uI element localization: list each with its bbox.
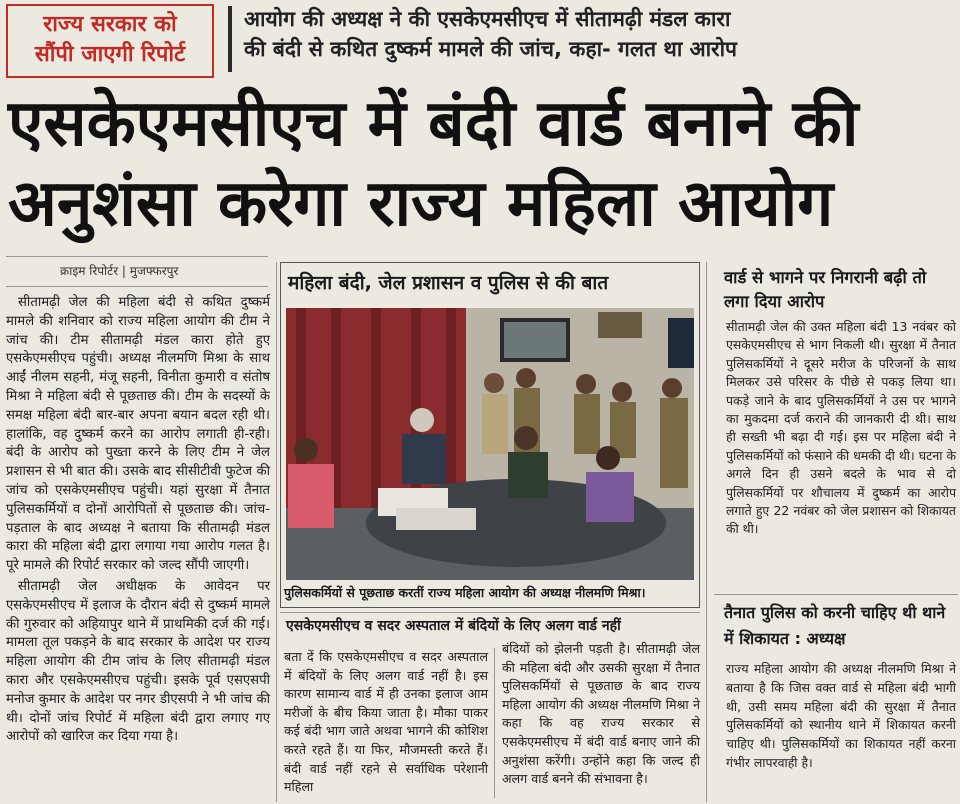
right-heading: वार्ड से भागने पर निगरानी बढ़ी तो लगा दिया आरोप (724, 268, 927, 311)
news-photo-illustration (286, 308, 694, 580)
column-rule (494, 648, 495, 798)
right-paragraph-1: सीतामढ़ी जेल की उक्त महिला बंदी 13 नवंबर को एसकेएमसीएच से भाग निकली थी। सुरक्षा में तैनात पुलिसकर्मियों ने दूसरे मरीज के परिजनों के साथ मिलकर उसे परिसर के पीछे से पकड़ लिया था। पकड़े जाने के बाद पुलिसकर्मियों ने उस पर भागने का मुकदमा दर्ज कराने की जानकारी दी थी। साथ ही सख्ती भी बढ़ा दी गई। इस पर महिला बंदी ने पुलिसकर्मियों को फंसाने की धमकी दी थी। घटना के अगले दिन ही उसने बदले के भाव से दो पुलिसकर्मियों पर शौचालय में दुष्कर्म का आरोप लगाते हुए 22 नवंबर को जेल प्रशासन को शिकायत की थी। (726, 319, 956, 537)
news-photo (286, 308, 694, 580)
kicker-box (6, 4, 214, 78)
divider (280, 612, 700, 613)
byline: क्राइम रिपोर्टर | मुजफ्फरपुर (60, 264, 179, 278)
left-paragraph-1: सीतामढ़ी जेल की महिला बंदी से कथित दुष्कर्म मामले की शनिवार को राज्य महिला आयोग की टीम ने जांच की। टीम सीतामढ़ी मंडल कारा होते हुए एसकेएमसीएच पहुंची। अध्यक्ष नीलमणि मिश्रा के साथ आईं नीलम सहनी, मंजू सहनी, विनीता कुमारी व संतोष मिश्रा ने महिला बंदी से पूछताछ की। टीम के सदस्यों के समक्ष महिला बंदी बार-बार अपना बयान बदल रही थी। हालांकि, वह दुष्कर्म करने का आरोप लगाती ही-रही। बंदी के आरोप को पुख्ता करने के लिए टीम ने जेल प्रशासन से भी बात की। उसके बाद सीसीटीवी फुटेज की जांच को एसकेएमसीएच पहुंची। यहां सुरक्षा में तैनात पुलिसकर्मियों व दोनों आरोपितों से पूछताछ की। जांच-पड़ताल के बाद अध्यक्ष ने बताया कि सीतामढ़ी मंडल कारा की महिला बंदी द्वारा लगाया गया आरोप गलत है। पूरे मामले की रिपोर्ट सरकार को जल्द सौंपी जाएगी। (6, 295, 270, 574)
divider (6, 256, 268, 257)
left-paragraph-2: सीतामढ़ी जेल अधीक्षक के आवेदन पर एसकेएमसीएच में इलाज के दौरान बंदी से दुष्कर्म मामले की गुरुवार को अहियापुर थाने में प्राथमिकी दर्ज की गई। मामला तूल पकड़ने के बाद सरकार के आदेश पर राज्य महिला आयोग की टीम जांच के लिए सीतामढ़ी मंडल कारा और एसकेएमसीएच पहुंची। इसके पूर्व एसएसपी मनोज कुमार के आदेश पर नगर डीएसपी ने भी जांच की थी। दोनों जांच रिपोर्ट में महिला बंदी द्वारा लगाए गए आरोपों को खारिज कर दिया गया है। (6, 578, 270, 745)
divider (6, 286, 268, 287)
headline-line-1: एसकेएमसीएच में बंदी वार्ड बनाने की (8, 87, 859, 161)
column-rule (706, 262, 707, 802)
kicker-line-2: सौंपी जाएगी रिपोर्ट (34, 42, 186, 67)
headline (8, 84, 954, 244)
middle-column-1: बता दें कि एसकेएमसीएच व सदर अस्पताल में बंदियों के लिए अलग वार्ड नहीं है। इस कारण सामान्य वार्ड में ही उनका इलाज आम मरीजों के बीच किया जाता है। मौका पाकर कई बंदी भाग जाते अथवा भागने की कोशिश करते रहते हैं। या फिर, मौजमस्ती करते हैं। बंदी वार्ड नहीं रहने से सर्वाधिक परेशानी महिला (284, 649, 488, 795)
column-rule (276, 262, 277, 802)
deck-line-1: आयोग की अध्यक्ष ने की एसकेएमसीएच में सीतामढ़ी मंडल कारा (244, 7, 731, 31)
deck-line-2: की बंदी से कथित दुष्कर्म मामले की जांच, कहा- गलत था आरोप (244, 37, 737, 61)
right-paragraph-2: राज्य महिला आयोग की अध्यक्ष नीलमणि मिश्रा ने बताया है कि जिस वक्त वार्ड से महिला बंदी भागी थी, उसी समय महिला बंदी की सुरक्षा में तैनात पुलिसकर्मियों को स्थानीय थाने में शिकायत करनी चाहिए थी। पुलिसकर्मियों का शिकायत नहीं करना गंभीर लापरवाही है। (726, 661, 956, 770)
photo-caption: पुलिसकर्मियों से पूछताछ करतीं राज्य महिला आयोग की अध्यक्ष नीलमणि मिश्रा। (284, 585, 646, 600)
middle-column-2: बंदियों को झेलनी पड़ती है। सीतामढ़ी जेल की महिला बंदी और उसकी सुरक्षा में तैनात पुलिसकर्मियों से पूछताछ के बाद राज्य महिला आयोग की अध्यक्ष नीलमणि मिश्रा ने कहा कि वह राज्य सरकार से एसकेएमसीएच में बंदी वार्ड बनाए जाने की अनुशंसा करेंगी। उन्होंने कहा कि जल्द ही अलग वार्ड बनने की संभावना है। (502, 641, 700, 787)
headline-line-2: अनुशंसा करेगा राज्य महिला आयोग (8, 167, 834, 241)
kicker-line-1: राज्य सरकार को (43, 12, 177, 37)
divider (714, 594, 958, 595)
right-heading-2: तैनात पुलिस को करनी चाहिए थी थाने में शिकायत : अध्यक्ष (724, 603, 946, 648)
deck (244, 4, 956, 64)
photo-box-title: महिला बंदी, जेल प्रशासन व पुलिस से की बात (288, 272, 609, 294)
middle-heading: एसकेएमसीएच व सदर अस्पताल में बंदियों के लिए अलग वार्ड नहीं (286, 618, 621, 634)
deck-divider (228, 6, 232, 72)
left-column (6, 294, 270, 747)
